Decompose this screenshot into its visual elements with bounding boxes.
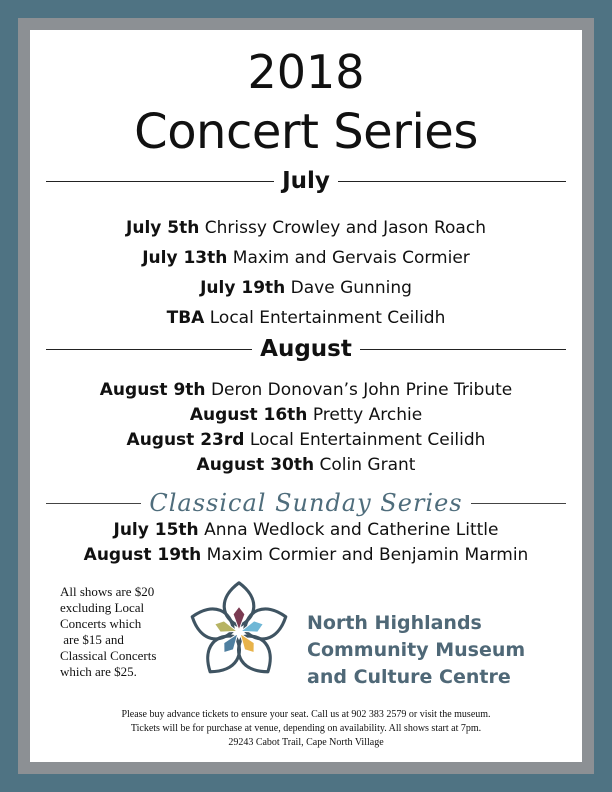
event-act: Dave Gunning — [290, 278, 412, 298]
poster-title: Concert Series — [134, 104, 478, 160]
divider-line-left — [46, 181, 274, 182]
museum-name — [307, 610, 577, 691]
museum-name-line: North Highlands — [307, 612, 482, 634]
event-date: July 13th — [142, 248, 228, 268]
event-item — [30, 303, 582, 333]
july-divider — [46, 168, 566, 194]
event-act: Maxim Cormier and Benjamin Marmin — [206, 545, 529, 565]
event-act: Local Entertainment Ceilidh — [249, 430, 486, 450]
classical-heading: Classical Sunday Series — [149, 489, 463, 517]
pricing-line: excluding Local — [60, 600, 145, 615]
pricing-line: Concerts which — [60, 616, 142, 631]
divider-line-left — [46, 349, 252, 350]
event-act: Chrissy Crowley and Jason Roach — [204, 218, 486, 238]
event-date: August 9th — [99, 380, 206, 400]
classical-divider — [46, 490, 566, 516]
event-act: Anna Wedlock and Catherine Little — [204, 520, 499, 540]
star-flower-logo-icon — [180, 574, 298, 686]
event-item — [30, 243, 582, 273]
museum-name-line: Community Museum — [307, 639, 526, 661]
event-item — [30, 213, 582, 243]
poster-year: 2018 — [247, 45, 365, 99]
event-item — [30, 543, 582, 568]
pricing-line: Classical Concerts — [60, 648, 157, 663]
pricing-note — [60, 584, 180, 680]
ticket-info-footer — [30, 708, 582, 750]
event-item — [30, 428, 582, 453]
museum-name-line: and Culture Centre — [307, 666, 511, 688]
july-heading: July — [282, 168, 330, 194]
divider-line-right — [338, 181, 566, 182]
poster-paper — [30, 30, 582, 762]
event-date: August 30th — [196, 455, 315, 475]
event-date: July 19th — [200, 278, 286, 298]
event-date: August 16th — [189, 405, 308, 425]
event-date: August 23rd — [126, 430, 245, 450]
event-date: August 19th — [83, 545, 202, 565]
pricing-line: All shows are $20 — [60, 584, 155, 599]
event-date: July 15th — [113, 520, 199, 540]
event-item — [30, 403, 582, 428]
footer-line: Tickets will be for purchase at venue, depending on availability. All shows start at 7pm. — [130, 723, 482, 734]
footer-line: Please buy advance tickets to ensure your seat. Call us at 902 383 2579 or visit the museum. — [121, 709, 491, 720]
pricing-line: which are $25. — [60, 664, 137, 679]
event-date: July 5th — [126, 218, 200, 238]
divider-line-right — [360, 349, 566, 350]
august-heading: August — [260, 336, 352, 362]
event-act: Pretty Archie — [312, 405, 423, 425]
event-item — [30, 453, 582, 478]
event-item — [30, 273, 582, 303]
event-act: Deron Donovan’s John Prine Tribute — [210, 380, 513, 400]
classical-event-list — [30, 518, 582, 568]
divider-line-left — [46, 503, 141, 504]
event-item — [30, 378, 582, 403]
event-item — [30, 518, 582, 543]
event-act: Maxim and Gervais Cormier — [232, 248, 470, 268]
pricing-line: are $15 and — [60, 632, 124, 647]
divider-line-right — [471, 503, 566, 504]
august-divider — [46, 336, 566, 362]
july-event-list — [30, 213, 582, 333]
footer-address: 29243 Cabot Trail, Cape North Village — [228, 737, 384, 748]
event-act: Colin Grant — [319, 455, 416, 475]
event-act: Local Entertainment Ceilidh — [209, 308, 446, 328]
event-date: TBA — [166, 308, 205, 328]
august-event-list — [30, 378, 582, 478]
